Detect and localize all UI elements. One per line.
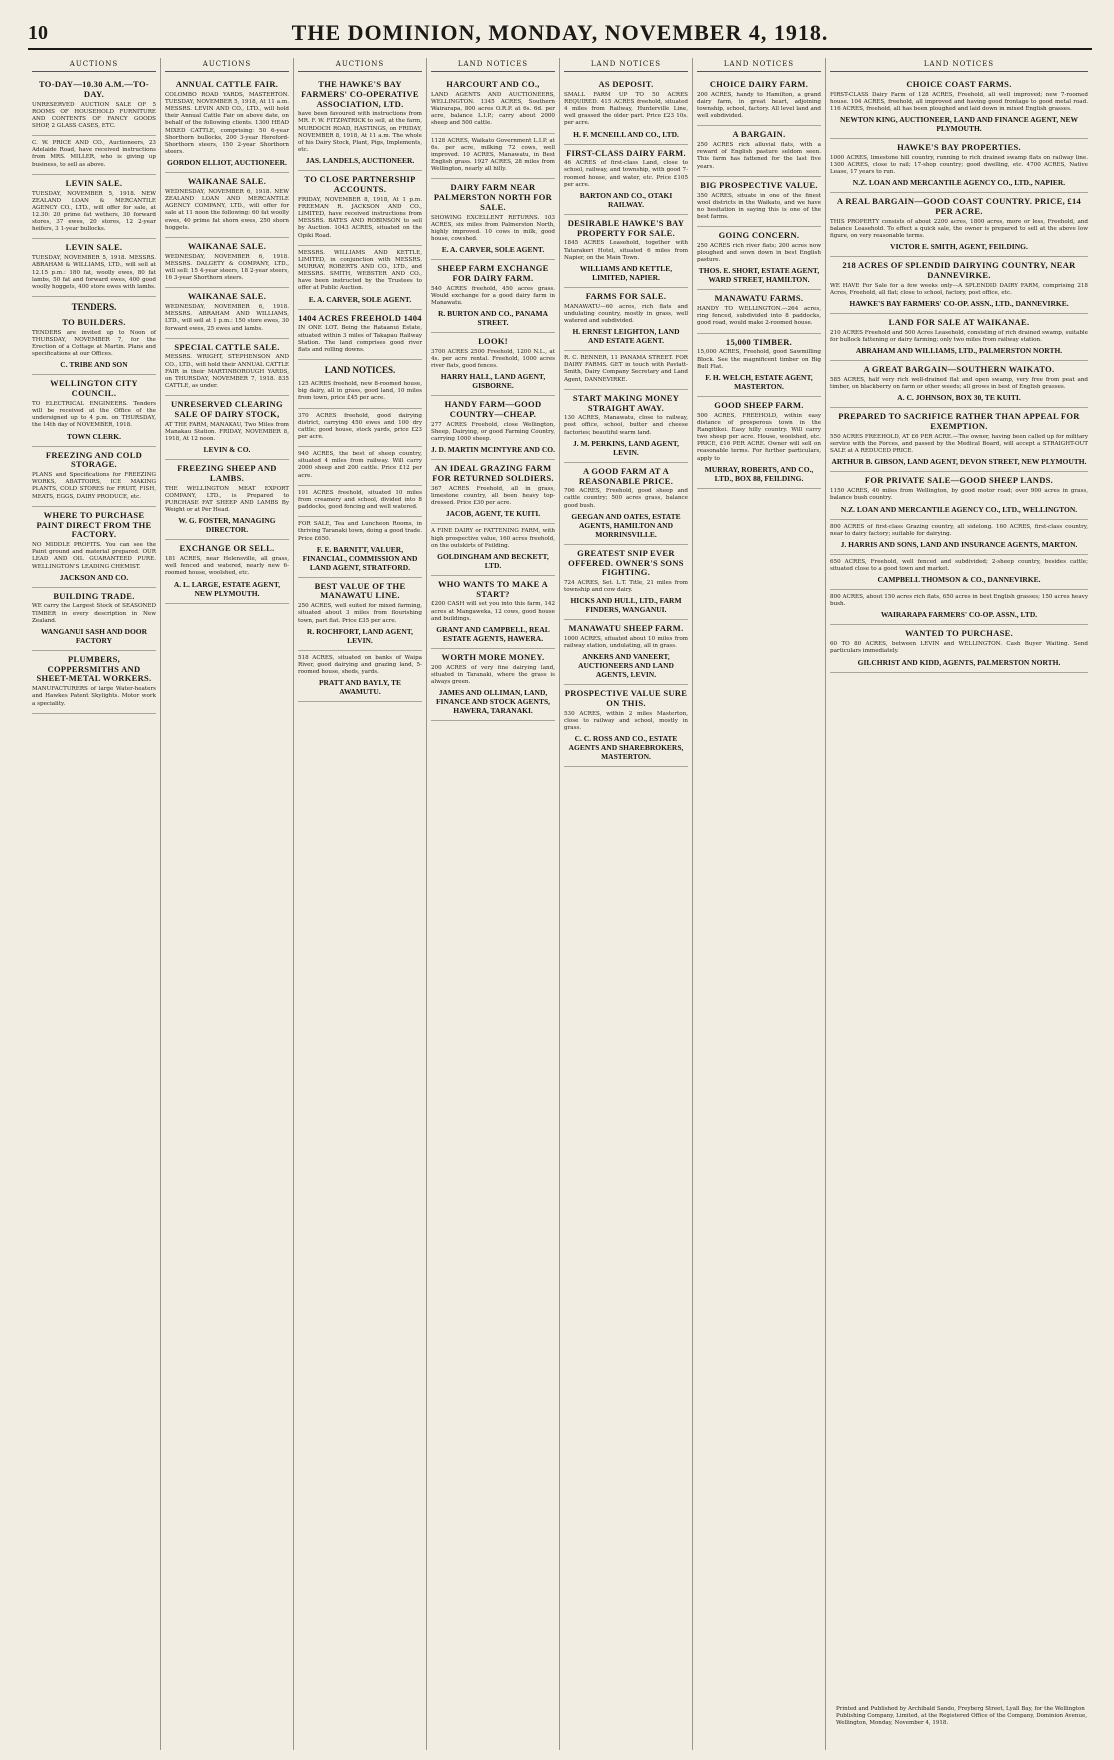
ad-title: A BARGAIN. — [732, 129, 786, 140]
ad-agent: A. C. JOHNSON, BOX 30, TE KUITI. — [897, 393, 1021, 403]
ad-title: 1404 ACRES FREEHOLD 1404 — [298, 312, 422, 323]
ad-agent: F. H. WELCH, ESTATE AGENT, MASTERTON. — [705, 372, 813, 391]
ad-title: FREEZING SHEEP AND LAMBS. — [177, 463, 277, 483]
ad-title: ANNUAL CATTLE FAIR. — [175, 79, 279, 89]
ad-agent: MURRAY, ROBERTS, AND CO., LTD., BOX 88, FEILDING. — [704, 464, 814, 483]
ad-body: 250 ACRES rich river flats; 200 acres now ploughed and sown down in best English pasture. — [697, 242, 821, 264]
ad-title: START MAKING MONEY STRAIGHT AWAY. — [572, 392, 680, 413]
ad-body: 46 ACRES of first-class Land, close to school, railway, and township, with good 7-roomed house, and water, etc. Price £105 per acre. — [564, 160, 688, 188]
ad-title: SPECIAL CATTLE SALE. — [174, 341, 280, 352]
advertisement — [165, 460, 289, 540]
ad-body: 200 ACRES, handy to Hamilton, a grand dairy farm, in great heart, adjoining township, school, factory. All level land and well subdivided. — [697, 91, 821, 120]
advertisement — [830, 625, 1088, 672]
advertisement — [32, 507, 156, 588]
advertisement — [564, 463, 688, 545]
advertisement — [697, 126, 821, 176]
ad-body: A FINE DAIRY or FATTENING FARM, with high prospective value, 160 acres freehold, on the outskirts of Feilding. — [431, 528, 555, 549]
ad-body: FIRST-CLASS Dairy Farm of 128 ACRES, Freehold, all well improved; new 7-roomed house. 104 ACRES, freehold, all improved and having good frontage to good metal road. 116 ACRES, freehold, all has been ploughed and laid down in mixed English grasses. — [830, 91, 1088, 113]
advertisement — [298, 409, 422, 448]
advertisement — [697, 334, 821, 397]
ad-body: C. W. PRICE AND CO., Auctioneers, 23 Adelaide Road, have received instructions from MRS. MILLER, who is giving up business, to sell as above. — [32, 140, 156, 168]
ad-body: TO ELECTRICAL ENGINEERS. Tenders will be received at the Office of the undersigned up to 4 p.m. on THURSDAY, the 14th day of NOVEMBER, 1918. — [32, 400, 156, 429]
ad-agent: GORDON ELLIOT, AUCTIONEER. — [167, 158, 287, 168]
section-heading: LAND NOTICES. — [324, 365, 396, 376]
ad-body: 367 ACRES Freehold, all in grass, limestone country, all been heavy top-dressed. Price £30 per acre. — [431, 486, 555, 507]
ad-agent: CAMPBELL THOMSON & CO., DANNEVIRKE. — [877, 575, 1041, 585]
ad-body: 181 ACRES, near Helensville, all grass, well fenced and watered, nearly new 6-roomed house, woolshed, etc. — [165, 556, 289, 577]
ad-body: 540 ACRES freehold, 450 acres grass. Would exchange for a good dairy farm in Manawatu. — [431, 285, 555, 307]
ad-title: 218 ACRES OF SPLENDID DAIRYING COUNTRY, NEAR DANNEVIRKE. — [842, 260, 1076, 281]
ad-body: 3700 ACRES 2500 Freehold, 1200 N.L., at 4s. per acre rental. Freehold, 1000 acres river flats, good fences. — [431, 349, 555, 370]
ad-body: 1150 ACRES, 40 miles from Wellington, by good motor road; over 900 acres in grass, balance bush country. — [830, 488, 1088, 502]
ad-title: WANTED TO PURCHASE. — [904, 628, 1014, 639]
ad-title: A GREAT BARGAIN—SOUTHERN WAIKATO. — [863, 364, 1055, 375]
advertisement — [431, 260, 555, 333]
ad-title: WAIKANAE SALE. — [187, 291, 267, 302]
ad-title: WAIKANAE SALE. — [187, 240, 267, 251]
ad-agent: NEWTON KING, AUCTIONEER, LAND AND FINANCE AGENT, NEW PLYMOUTH. — [839, 115, 1079, 134]
advertisement — [165, 339, 289, 397]
advertisement — [298, 76, 422, 171]
ad-body: have been favoured with instructions from MR. F. W. FITZPATRICK to sell, at the farm, MURDOCH ROAD, HASTINGS, on FRIDAY, NOVEMBER 8, 1918, At 11 a.m. The whole of his Dairy Stock, Plant, Pigs, Implements, etc. — [298, 111, 422, 154]
ad-agent: N.Z. LOAN AND MERCANTILE AGENCY CO., LTD., NAPIER. — [852, 178, 1066, 188]
ad-body: SMALL FARM UP TO 50 ACRES REQUIRED. 415 ACRES freehold, situated 4 miles from Railway, Hunterville Line, well grassed the older part. Price £23 10s. per acre. — [564, 91, 688, 127]
ad-body: 277 ACRES Freehold, close Wellington, Sheep, Dairying, or good Farming Country, carrying 1000 sheep. — [431, 422, 555, 443]
ad-body: 706 ACRES, Freehold, good sheep and cattle country; 500 acres grass, balance good bush. — [564, 488, 688, 509]
ad-body: COLOMBO ROAD YARDS, MASTERTON. TUESDAY, NOVEMBER 5, 1918, At 11 a.m. MESSRS. LEVIN AND CO., LTD., will hold their Annual Cattle Fair on above date, on behalf of the following clients. 1300 HEAD MIXED CATTLE, comprising: 50 6-year Shorthorn bullocks, 200 3-year Hereford-Shorthorn steers, 150 2-year Shorthorn steers. — [165, 91, 289, 156]
ad-title: LEVIN SALE. — [65, 177, 123, 188]
ad-title: DAIRY FARM NEAR PALMERSTON NORTH FOR SALE. — [433, 182, 553, 212]
advertisement — [298, 447, 422, 486]
advertisement — [298, 651, 422, 702]
advertisement — [431, 460, 555, 524]
ad-agent: JAS. LANDELS, AUCTIONEER. — [305, 156, 415, 166]
advertisement — [165, 76, 289, 173]
ad-title: GOING CONCERN. — [718, 230, 800, 241]
ad-body: 191 ACRES freehold, situated 10 miles from creamery and school, divided into 8 paddocks, good fencing and well watered. — [298, 489, 422, 511]
ad-body: FRIDAY, NOVEMBER 8, 1918, At 1 p.m. FREEMAN R. JACKSON AND CO., LIMITED, have received instructions from MESSRS. BATES AND ROBINSON to sell by Auction. 1043 ACRES, situated on the Opiki Road. — [298, 196, 422, 239]
ad-title: BUILDING TRADE. — [53, 590, 135, 601]
column-heading: AUCTIONS — [165, 58, 289, 72]
masthead — [28, 18, 1092, 50]
column-5 — [560, 58, 693, 1750]
ad-body: WEDNESDAY, NOVEMBER 6, 1918. NEW ZEALAND LOAN AND MERCANTILE AGENCY COMPANY, LTD., will offer for sale at 11 noon the following: 60 fat woolly ewes, 40 prime fat shorn ewes, 250 shorn hoggets. — [165, 188, 289, 231]
ad-title: WELLINGTON CITY COUNCIL. — [50, 378, 138, 399]
advertisement — [32, 76, 156, 136]
advertisement — [431, 524, 555, 575]
ad-agent: TOWN CLERK. — [66, 431, 122, 441]
column-4 — [427, 58, 560, 1750]
imprint: Printed and Published by Archibald Sando, Freyberg Street, Lyall Bay, for the Wellington Publishing Company, Limited, at the Registered Office of the Company, Dominion Avenue, Wellington, Monday, November 4, 1918. — [836, 1706, 1088, 1727]
advertisement — [298, 310, 422, 360]
ad-title: HANDY FARM—GOOD COUNTRY—CHEAP. — [444, 399, 542, 420]
advertisement — [298, 517, 422, 577]
ad-body: 125 ACRES freehold, new 8-roomed house, big dairy, all in grass, good land, 10 miles from town, price £45 per acre. — [298, 381, 422, 402]
ad-agent: VICTOR E. SMITH, AGENT, FEILDING. — [890, 242, 1028, 252]
advertisement — [298, 246, 422, 310]
column-1 — [28, 58, 161, 1750]
ad-title: AS DEPOSIT. — [598, 79, 654, 89]
advertisement — [165, 540, 289, 603]
ad-agent: A. L. LARGE, ESTATE AGENT, NEW PLYMOUTH. — [173, 579, 281, 598]
advertisement — [298, 171, 422, 245]
ad-body: 800 ACRES, about 150 acres rich flats, 650 acres in best English grasses; 150 acres heavy bush. — [830, 594, 1088, 608]
ad-agent: BARTON AND CO., OTAKI RAILWAY. — [579, 190, 673, 209]
advertisement — [431, 333, 555, 396]
section-heading: TENDERS. — [71, 302, 117, 313]
newspaper-title: THE DOMINION, MONDAY, NOVEMBER 4, 1918. — [291, 20, 829, 45]
ad-title: TO CLOSE PARTNERSHIP ACCOUNTS. — [304, 174, 416, 194]
advertisement — [564, 215, 688, 288]
ad-agent: WAIRARAPA FARMERS' CO-OP. ASSN., LTD. — [880, 610, 1038, 620]
ad-body: MESSRS. WILLIAMS AND KETTLE, LIMITED, in conjunction with MESSRS. MURRAY, ROBERTS AND CO., LTD., and MESSRS. SMITH, WEBSTER AND CO., have been instructed by the Trustees to offer at Public Auction. — [298, 249, 422, 292]
ad-body: R. C. RENNER, 11 PANAMA STREET. FOR DAIRY FARMS. GET in touch with Pavlatt-Smith, Dairy Company Secretary and Land Agent, DANNEVIRKE. — [564, 355, 688, 383]
ad-title: AN IDEAL GRAZING FARM FOR RETURNED SOLDIERS. — [432, 463, 554, 484]
advertisement — [32, 314, 156, 375]
advertisement — [32, 588, 156, 651]
ad-body: 250 ACRES rich alluvial flats, with a reward of English pasture seldom seen. This farm has fattened for the last five years. — [697, 142, 821, 170]
ad-body: 370 ACRES freehold, good dairying district, carrying 450 ewes and 100 dry cattle; good house, stock yards, price £23 per acre. — [298, 412, 422, 440]
ad-title: LOOK! — [478, 336, 508, 347]
column-3 — [294, 58, 427, 1750]
ad-title: FIRST-CLASS DAIRY FARM. — [566, 147, 686, 158]
ad-agent: HAWKE'S BAY FARMERS' CO-OP. ASSN., LTD., DANNEVIRKE. — [849, 299, 1069, 309]
advertisement — [697, 76, 821, 126]
ad-body: 130 ACRES, Manawatu, close to railway, post office, school, butter and cheese factories; beautiful warm land. — [564, 415, 688, 436]
ad-body: 940 ACRES, the best of sheep country, situated 4 miles from railway. Will carry 2000 sheep and 200 cattle. Price £12 per acre. — [298, 451, 422, 479]
column-7 — [826, 58, 1092, 1750]
advertisement — [165, 238, 289, 288]
ad-title: TO BUILDERS. — [62, 317, 126, 328]
ad-body: THIS PROPERTY consists of about 2200 acres, 1800 acres, more or less, Freehold, and balance Leasehold. To effect a quick sale, the owner is prepared to sell at the above low figure, on very reasonable terms. — [830, 219, 1088, 240]
advertisement — [431, 179, 555, 260]
ad-body: AT THE FARM, MANAKAU, Two Miles from Manakau Station. FRIDAY, NOVEMBER 8, 1918, At 12 noon. — [165, 421, 289, 443]
ad-body: FOR SALE, Tea and Luncheon Rooms, in thriving Taranaki town, doing a good trade. Price £650. — [298, 521, 422, 542]
column-heading: LAND NOTICES — [564, 58, 688, 72]
ad-body: £200 CASH will set you into this farm, 142 acres at Mangaweka, 12 cows, good house and buildings. — [431, 601, 555, 622]
ad-agent: W. G. FOSTER, MANAGING DIRECTOR. — [178, 516, 276, 535]
ad-agent: C. C. ROSS AND CO., ESTATE AGENTS AND SHAREBROKERS, MASTERTON. — [568, 734, 684, 762]
ad-agent: THOS. E. SHORT, ESTATE AGENT, WARD STREET, HAMILTON. — [698, 266, 820, 285]
ad-body: MANAWATU—60 acres, rich flats and undulating country, mostly in grass, well watered and subdivided. — [564, 303, 688, 325]
advertisement — [32, 136, 156, 175]
ad-agent: ARTHUR B. GIBSON, LAND AGENT, DEVON STREET, NEW PLYMOUTH. — [831, 457, 1087, 467]
ad-body: 1128 ACRES, Waikato Government L.I.P. at 6s. per acre, milking 72 cows, well improved. 10 ACRES, Manawatu, in Best English grass. 1927 ACRES, 28 miles from Wellington, nearly all hilly. — [431, 137, 555, 173]
ad-body: 1845 ACRES Leasehold, together with Tatarakeri Hotel, situated 6 miles from Napier, on the Main Town. — [564, 240, 688, 261]
advertisement — [431, 649, 555, 721]
column-2 — [161, 58, 294, 1750]
ad-title: THE HAWKE'S BAY FARMERS' CO-OPERATIVE ASSOCIATION, LTD. — [301, 79, 419, 109]
ad-body: TUESDAY, NOVEMBER 5, 1918. MESSRS. ABRAHAM & WILLIAMS, LTD., will sell at 12.15 p.m.: 180 fat, woolly ewes, 80 fat lambs, 50 fat and forward ewes, 400 good woolly hoggets, 400 store ewes with lambs. — [32, 255, 156, 290]
ad-title: LAND FOR SALE AT WAIKANAE. — [888, 317, 1030, 328]
ad-agent: ABRAHAM AND WILLIAMS, LTD., PALMERSTON NORTH. — [855, 346, 1063, 356]
ad-agent: WILLIAMS AND KETTLE, LIMITED, NAPIER. — [579, 263, 673, 282]
ad-agent: R. ROCHFORT, LAND AGENT, LEVIN. — [306, 626, 414, 645]
advertisement — [830, 139, 1088, 193]
ad-body: 210 ACRES Freehold and 500 Acres Leasehold, consisting of rich drained swamp, suitable for bullock fattening or dairy farming; only two miles from railway station. — [830, 330, 1088, 344]
ad-body: 1000 ACRES, situated about 10 miles from railway station, undulating, all in grass. — [564, 636, 688, 650]
ad-title: MANAWATU SHEEP FARM. — [568, 623, 684, 634]
column-heading: LAND NOTICES — [830, 58, 1088, 72]
ad-agent: J. HARRIS AND SONS, LAND AND INSURANCE AGENTS, MARTON. — [840, 539, 1078, 549]
ad-body: NO MIDDLE PROFITS. You can see the Paint ground and material prepared. OUR LEAD AND OIL GUARANTEED PURE. WELLINGTON'S LEADING CHEMIST. — [32, 542, 156, 570]
advertisement — [830, 193, 1088, 257]
advertisement — [431, 396, 555, 460]
ad-agent: E. A. CARVER, SOLE AGENT. — [441, 245, 545, 255]
ad-agent: WANGANUI SASH AND DOOR FACTORY — [40, 626, 148, 645]
ad-title: PLUMBERS, COPPERSMITHS AND SHEET-METAL WORKERS. — [36, 653, 152, 684]
ad-title: TO-DAY—10.30 A.M.—TO-DAY. — [38, 79, 150, 99]
ad-title: WORTH MORE MONEY. — [441, 651, 545, 662]
ad-body: 500 ACRES, FREEHOLD, within easy distance of prosperous town in the Rangitikei. Easy hilly country. Will carry two sheep per acre. House, woolshed, etc. PRICE, £16 PER ACRE. Owner will sell on reasonable terms. For further particulars, apply to — [697, 412, 821, 462]
ad-title: FREEZING AND COLD STORAGE. — [45, 449, 143, 470]
ad-title: CHOICE COAST FARMS. — [906, 79, 1012, 89]
ad-body: 800 ACRES of first-class Grazing country, all sidelong. 160 ACRES, first-class country, near to dairy factory; suitable for dairying. — [830, 523, 1088, 537]
column-heading: AUCTIONS — [298, 58, 422, 72]
advertisement — [830, 76, 1088, 139]
ad-body: WEDNESDAY, NOVEMBER 6, 1918. MESSRS. DALGETY & COMPANY, LTD., will sell: 15 4-year steers, 18 2-year steers, 16 3-year Shorthorn steers. — [165, 253, 289, 282]
ad-title: UNRESERVED CLEARING SALE OF DAIRY STOCK, — [171, 399, 283, 419]
ad-body: TENDERS are invited up to Noon of THURSDAY, NOVEMBER 7, for the Erection of a Cottage at Martin. Plans and specifications at our Offices. — [32, 329, 156, 358]
ad-body: PLANS and Specifications for FREEZING WORKS, ABATTOIRS, ICE MAKING PLANTS, COLD STORES for FRUIT, FISH, MEATS, EGGS, DAIRY PRODUCE, etc. — [32, 472, 156, 500]
ad-title: A REAL BARGAIN—GOOD COAST COUNTRY. PRICE, £14 PER ACRE. — [836, 196, 1082, 217]
ad-agent: E. A. CARVER, SOLE AGENT. — [308, 294, 412, 304]
advertisement — [830, 555, 1088, 590]
advertisement — [298, 377, 422, 408]
advertisement — [165, 173, 289, 238]
ad-agent: N.Z. LOAN AND MERCANTILE AGENCY CO., LTD., WELLINGTON. — [840, 504, 1078, 514]
advertisement — [32, 447, 156, 507]
ad-body: MANUFACTURERS of large Water-heaters and Hawkes Patent Skylights. Motor work a speciality. — [32, 686, 156, 707]
advertisement — [564, 76, 688, 145]
column-heading: LAND NOTICES — [431, 58, 555, 72]
ad-body: WEDNESDAY, NOVEMBER 6, 1918. MESSRS. ABRAHAM AND WILLIAMS, LTD., will sell at 1 p.m.: 150 store ewes, 30 forward ewes, 25 ewes and lambs. — [165, 304, 289, 332]
ad-title: GREATEST SNIP EVER OFFERED. OWNER'S SONS FIGHTING. — [568, 547, 684, 578]
advertisement — [564, 351, 688, 390]
column-heading: AUCTIONS — [32, 58, 156, 72]
advertisement — [165, 396, 289, 460]
advertisement — [564, 390, 688, 463]
ad-agent: GEEGAN AND OATES, ESTATE AGENTS, HAMILTON AND MORRINSVILLE. — [571, 511, 681, 539]
ad-title: CHOICE DAIRY FARM. — [709, 79, 809, 89]
ad-body: MESSRS. WRIGHT, STEPHENSON AND CO., LTD., will hold their ANNUAL CATTLE FAIR in their MARTINBOROUGH YARDS, on THURSDAY, NOVEMBER 7, 1918. 835 CATTLE, as under. — [165, 354, 289, 390]
ad-body: UNRESERVED AUCTION SALE OF 5 ROOMS OF HOUSEHOLD FURNITURE AND CONTENTS OF FANCY GOODS SHOP, 2 GLASS CASES, ETC. — [32, 101, 156, 129]
page-number: 10 — [28, 21, 48, 44]
advertisement — [830, 314, 1088, 361]
ad-body: 650 ACRES, Freehold, well fenced and subdivided; 2-sheep country, besides cattle; situated close to a good town and market. — [830, 558, 1088, 573]
column-6 — [693, 58, 826, 1750]
ad-body: 250 ACRES, well suited for mixed farming, situated about 3 miles from flourishing town, part flat. Price £35 per acre. — [298, 603, 422, 624]
ad-agent: R. BURTON AND CO., PANAMA STREET. — [437, 309, 549, 328]
advertisement — [564, 685, 688, 767]
ad-title: PROSPECTIVE VALUE SURE ON THIS. — [564, 688, 688, 709]
columns — [28, 58, 1092, 1750]
ad-title: WHO WANTS TO MAKE A START? — [437, 578, 549, 599]
advertisement — [830, 590, 1088, 625]
ad-agent: JACOB, AGENT, TE KUITI. — [445, 509, 541, 519]
ad-title: GOOD SHEEP FARM. — [714, 399, 804, 410]
advertisement — [830, 361, 1088, 408]
ad-title: BIG PROSPECTIVE VALUE. — [700, 179, 818, 190]
ad-title: WAIKANAE SALE. — [187, 176, 267, 187]
advertisement — [32, 651, 156, 714]
ad-body: SHOWING EXCELLENT RETURNS. 103 ACRES, six miles from Palmerston North, highly improved. 10 cows in milk, good house, cowshed. — [431, 214, 555, 243]
advertisement — [830, 472, 1088, 519]
ad-title: WHERE TO PURCHASE PAINT DIRECT FROM THE FACTORY. — [36, 509, 152, 540]
ad-title: EXCHANGE OR SELL. — [179, 543, 275, 554]
advertisement — [32, 175, 156, 240]
ad-agent: GRANT AND CAMPBELL, REAL ESTATE AGENTS, HAWERA. — [436, 624, 550, 643]
advertisement — [697, 397, 821, 489]
ad-title: A GOOD FARM AT A REASONABLE PRICE. — [578, 465, 674, 486]
advertisement — [564, 545, 688, 621]
advertisement — [298, 486, 422, 517]
advertisement — [564, 145, 688, 215]
ad-title: MANAWATU FARMS. — [714, 293, 804, 304]
ad-title: PREPARED TO SACRIFICE RATHER THAN APPEAL FOR EXEMPTION. — [838, 411, 1080, 432]
ad-agent: HICKS AND HULL, LTD., FARM FINDERS, WANGANUI. — [570, 596, 682, 615]
ad-body: 585 ACRES, half very rich well-drained flat and open swamp, very free from peat and timber, on blackberry on farm or other weeds; all grows in best of English grasses. — [830, 377, 1088, 391]
ad-agent: H. ERNEST LEIGHTON, LAND AND ESTATE AGENT. — [572, 327, 680, 346]
ad-agent: JACKSON AND CO. — [59, 572, 129, 582]
ad-body: HANDY TO WELLINGTON.—264 acres, ring fenced, subdivided into 8 paddocks, good road, would make 2-roomed house. — [697, 306, 821, 327]
ad-agent: GILCHRIST AND KIDD, AGENTS, PALMERSTON NORTH. — [857, 657, 1061, 667]
ad-title: FARMS FOR SALE. — [585, 290, 667, 301]
ad-body: 15,000 ACRES, Freehold, good Sawmilling Block. See the magnificent timber on Big Bull Flat. — [697, 349, 821, 370]
ad-body: WE carry the Largest Stock of SEASONED TIMBER in every description in New Zealand. — [32, 603, 156, 624]
ad-agent: HARRY HALL, LAND AGENT, GISBORNE. — [440, 372, 546, 391]
advertisement — [165, 288, 289, 338]
ad-body: 200 ACRES of very fine dairying land, situated in Taranaki, where the grass is always green. — [431, 664, 555, 686]
ad-body: 518 ACRES, situated on banks of Waipa River, good dairying and grazing land, 5-roomed house, sheds, yards. — [298, 654, 422, 675]
ad-title: LEVIN SALE. — [65, 242, 123, 253]
advertisement — [32, 375, 156, 446]
ad-agent: F. E. BARNITT, VALUER, FINANCIAL, COMMISSION AND LAND AGENT, STRATFORD. — [302, 544, 418, 572]
ad-body: 724 ACRES, Set. L.T. Title, 21 miles from township and cow dairy. — [564, 580, 688, 594]
ad-title: BEST VALUE OF THE MANAWATU LINE. — [314, 580, 406, 601]
ad-agent: GOLDINGHAM AND BECKETT, LTD. — [437, 551, 549, 570]
ad-agent: LEVIN & CO. — [203, 445, 251, 455]
ad-body: 350 ACRES, situate in one of the finest wool districts in the Waikato, and we have no hesitation in saying this is one of the best farms. — [697, 192, 821, 221]
advertisement — [697, 227, 821, 290]
ad-title: HARCOURT AND CO., — [446, 79, 540, 89]
ad-agent: J. D. MARTIN MCINTYRE AND CO. — [431, 445, 555, 455]
advertisement — [830, 520, 1088, 555]
ad-body: 1000 ACRES, limestone hill country, running to rich drained swamp flats on railway line. 1300 ACRES, close to rail; 17-shop country; good dwelling, etc. 4700 ACRES, Native Lease, 17 years to run. — [830, 155, 1088, 176]
advertisement — [830, 257, 1088, 314]
advertisement — [697, 290, 821, 333]
advertisement — [431, 134, 555, 180]
ad-title: FOR PRIVATE SALE—GOOD SHEEP LANDS. — [864, 475, 1054, 486]
ad-body: THE WELLINGTON MEAT EXPORT COMPANY, LTD., is Prepared to PURCHASE FAT SHEEP AND LAMBS By Weight or at Per Head. — [165, 485, 289, 514]
advertisement — [431, 76, 555, 134]
ad-body: TUESDAY, NOVEMBER 5, 1918. NEW ZEALAND LOAN & MERCANTILE AGENCY CO., LTD., will offer for sale, at 12.30: 20 prime fat wethers, 30 forward stores, 37 ewes, 20 stores, 12 2-year heifers, 3 1-year bullocks. — [32, 190, 156, 233]
ad-agent: JAMES AND OLLIMAN, LAND, FINANCE AND STOCK AGENTS, HAWERA, TARANAKI. — [435, 688, 551, 716]
ad-agent: C. TRIBE AND SON — [60, 360, 128, 370]
ad-agent: H. F. MCNEILL AND CO., LTD. — [573, 129, 679, 139]
ad-title: 15,000 TIMBER. — [725, 336, 793, 347]
ad-title: HAWKE'S BAY PROPERTIES. — [897, 142, 1021, 153]
ad-body: WE HAVE For Sale for a few weeks only—A SPLENDID DAIRY FARM, comprising 218 Acres, Freehold, all flat; close to school, factory, post office, etc. — [830, 283, 1088, 297]
advertisement — [431, 576, 555, 649]
ad-title: DESIRABLE HAWKE'S BAY PROPERTY FOR SALE. — [567, 217, 685, 238]
ad-body: LAND AGENTS AND AUCTIONEERS, WELLINGTON. 1345 ACRES, Southern Wairarapa, 800 acres O.R.P. at 6s. 6d. per acre, balance L.I.P.; carry about 2000 sheep and 500 cattle. — [431, 91, 555, 127]
ad-agent: PRATT AND BAYLY, TE AWAMUTU. — [318, 678, 402, 697]
ad-body: IN ONE LOT. Being the Rataanui Estate, situated within 3 miles of Takapau Railway Station. The land comprises good river flats and rolling downs. — [298, 325, 422, 353]
advertisement — [564, 620, 688, 685]
advertisement — [564, 288, 688, 351]
ad-body: 530 ACRES, within 2 miles Masterton, close to railway and school, mostly in grass. — [564, 711, 688, 732]
ad-body: 60 TO 80 ACRES, between LEVIN and WELLINGTON. Cash Buyer Waiting. Send particulars immediately. — [830, 641, 1088, 655]
advertisement — [32, 239, 156, 297]
ad-body: 550 ACRES FREEHOLD, AT £6 PER ACRE.—The owner, having been called up for military service with the Forces, and passed by the Medical Board, will accept a STRAIGHT-OUT SALE at A REDUCED PRICE. — [830, 434, 1088, 455]
advertisement — [697, 177, 821, 227]
ad-title: SHEEP FARM EXCHANGE FOR DAIRY FARM. — [437, 263, 549, 284]
advertisement — [298, 578, 422, 651]
ad-agent: ANKERS AND VANEERT, AUCTIONEERS AND LAND AGENTS, LEVIN. — [578, 652, 674, 680]
advertisement — [830, 408, 1088, 472]
column-heading: LAND NOTICES — [697, 58, 821, 72]
ad-agent: J. M. PERKINS, LAND AGENT, LEVIN. — [572, 438, 680, 457]
